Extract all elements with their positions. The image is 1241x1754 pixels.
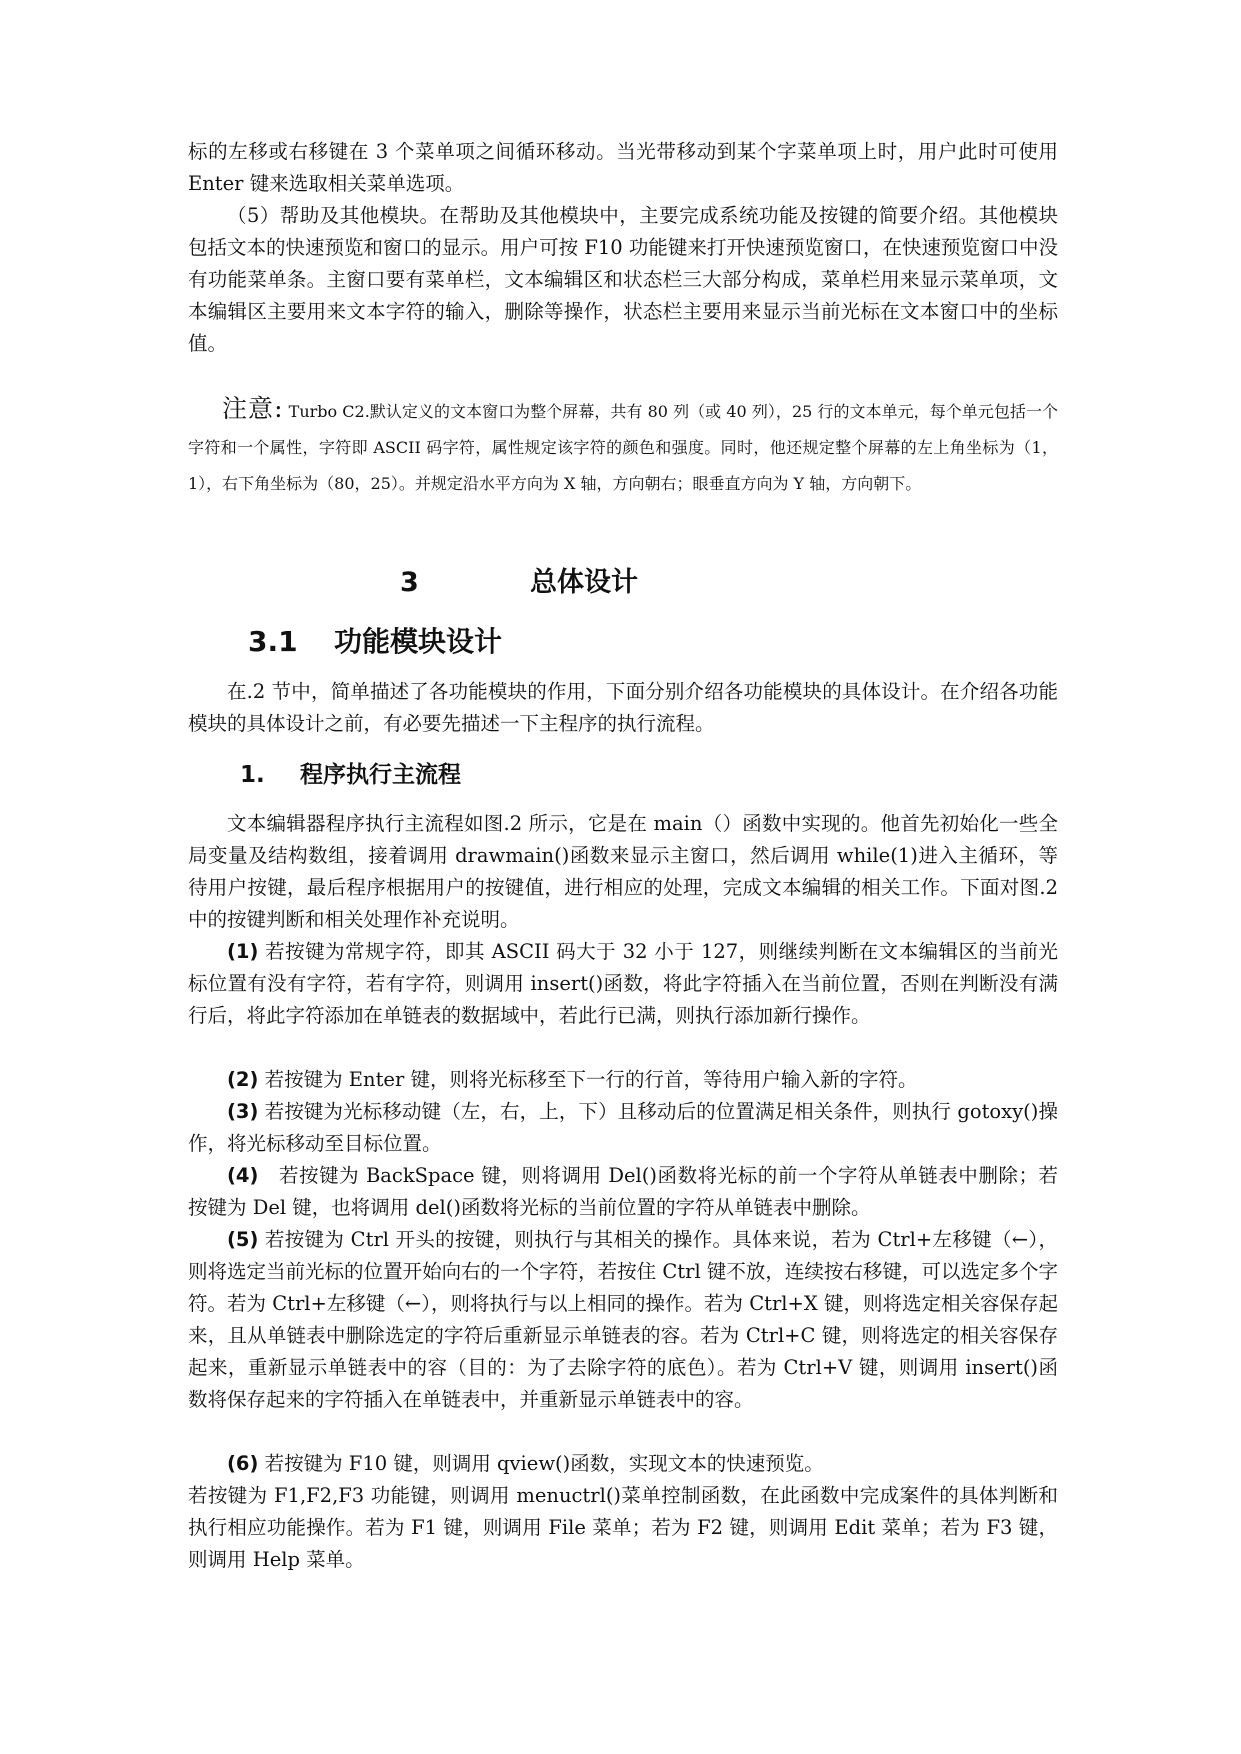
item-number: (5) [227, 1228, 259, 1251]
item-text: 若按键为 F10 键，则调用 qview()函数，实现文本的快速预览。 [258, 1452, 824, 1475]
section-number: 3.1 [248, 625, 298, 658]
section-heading [248, 620, 502, 660]
item-text: 若按键为 Ctrl 开头的按键，则执行与其相关的操作。具体来说，若为 Ctrl+左移键（←），则将选定当前光标的位置开始向右的一个字符，若按住 Ctrl 键不放，连续按右移键，可以选定多个字符。若为 Ctrl+左移键（←），则将执行与以上相同的操作。若为 Ctrl+X 键，则将选定相关容保存起来，且从单链表中删除选定的字符后重新显示单链表的容。若为 Ctrl+C 键，则将选定的相关容保存起来，重新显示单链表中的容（目的：为了去除字符的底色）。若为 Ctrl+V 键，则调用 insert()函数将保存起来的字符插入在单链表中，并重新显示单链表中的容。 [188, 1228, 1058, 1411]
paragraph-section-intro: 在.2 节中，简单描述了各功能模块的作用，下面分别介绍各功能模块的具体设计。在介绍各功能模块的具体设计之前，有必要先描述一下主程序的执行流程。 [188, 680, 1058, 735]
item-number: (1) [227, 940, 259, 963]
list-item [188, 1096, 1058, 1160]
chapter-title: 总体设计 [530, 567, 638, 598]
item-number: (2) [227, 1068, 259, 1091]
subsection-title: 程序执行主流程 [300, 762, 461, 788]
subsection-heading [240, 756, 461, 789]
list-item [188, 1064, 1058, 1096]
paragraph-help-module: （5）帮助及其他模块。在帮助及其他模块中，主要完成系统功能及按键的简要介绍。其他模块包括文本的快速预览和窗口的显示。用户可按 F10 功能键来打开快速预览窗口，在快速预览窗口中没有功能菜单条。主窗口要有菜单栏，文本编辑区和状态栏三大部分构成，菜单栏用来显示菜单项，文本编辑区主要用来文本字符的输入，删除等操作，状态栏主要用来显示当前光标在文本窗口中的坐标值。 [188, 204, 1058, 355]
paragraph-menu-navigation: 标的左移或右移键在 3 个菜单项之间循环移动。当光带移动到某个字菜单项上时，用户此时可使用 Enter 键来选取相关菜单选项。 [188, 140, 1058, 195]
list-item [188, 1224, 1058, 1416]
list-item [188, 1448, 1058, 1480]
note-label: 注意: [222, 394, 284, 423]
list-item [188, 1160, 1058, 1224]
section-title: 功能模块设计 [334, 625, 503, 658]
item-text: 若按键为 BackSpace 键，则将调用 Del()函数将光标的前一个字符从单链表中删除；若按键为 Del 键，也将调用 del()函数将光标的当前位置的字符从单链表中删除。 [188, 1164, 1058, 1219]
paragraph-function-keys: 若按键为 F1,F2,F3 功能键，则调用 menuctrl()菜单控制函数，在此函数中完成案件的具体判断和执行相应功能操作。若为 F1 键，则调用 File 菜单；若为 F2 键，则调用 Edit 菜单；若为 F3 键，则调用 Help 菜单。 [188, 1484, 1058, 1571]
note-paragraph [188, 391, 1058, 502]
item-text: 若按键为常规字符，即其 ASCII 码大于 32 小于 127，则继续判断在文本编辑区的当前光标位置有没有字符，若有字符，则调用 insert()函数，将此字符插入在当前位置，否则在判断没有满行后，将此字符添加在单链表的数据域中，若此行已满，则执行添加新行操作。 [188, 940, 1058, 1027]
chapter-heading [400, 560, 638, 599]
note-text: Turbo C2.默认定义的文本窗口为整个屏幕，共有 80 列（或 40 列），25 行的文本单元，每个单元包括一个字符和一个属性，字符即 ASCII 码字符，属性规定该字符的颜色和强度。同时，他还规定整个屏幕的左上角坐标为（1，1），右下角坐标为（80，25）。并规定沿水平方向为 X 轴，方向朝右；眼垂直方向为 Y 轴，方向朝下。 [188, 402, 1058, 493]
item-number: (6) [227, 1452, 259, 1475]
item-text: 若按键为光标移动键（左，右，上，下）且移动后的位置满足相关条件，则执行 gotoxy()操作，将光标移动至目标位置。 [188, 1100, 1058, 1155]
paragraph-main-flow: 文本编辑器程序执行主流程如图.2 所示，它是在 main（）函数中实现的。他首先初始化一些全局变量及结构数组，接着调用 drawmain()函数来显示主窗口，然后调用 while(1)进入主循环，等待用户按键，最后程序根据用户的按键值，进行相应的处理，完成文本编辑的相关工作。下面对图.2 中的按键判断和相关处理作补充说明。 [188, 812, 1058, 931]
chapter-number: 3 [400, 567, 419, 598]
item-number: (3) [227, 1100, 259, 1123]
item-number: (4) [227, 1164, 259, 1187]
item-text: 若按键为 Enter 键，则将光标移至下一行的行首，等待用户输入新的字符。 [258, 1068, 918, 1091]
list-item [188, 936, 1058, 1032]
subsection-number: 1. [240, 762, 265, 788]
